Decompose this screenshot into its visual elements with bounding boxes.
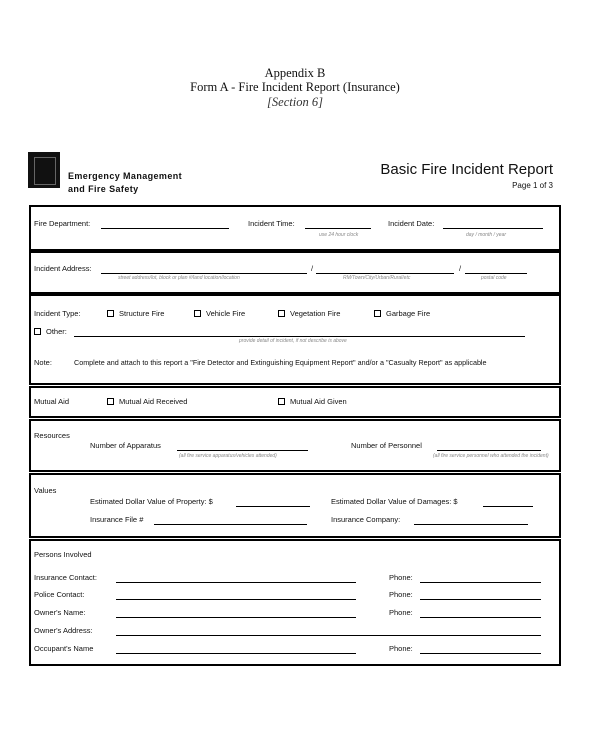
appendix-title: Appendix B <box>264 66 326 80</box>
incident-address-section <box>29 251 561 294</box>
incident-address-label: Incident Address: <box>34 264 92 273</box>
other-detail-field[interactable] <box>74 336 525 337</box>
occupant-name-field[interactable] <box>116 653 356 654</box>
insurance-contact-field[interactable] <box>116 582 356 583</box>
checkbox-icon[interactable] <box>278 310 285 317</box>
postal-code-hint: postal code <box>481 275 507 281</box>
insurance-company-field[interactable] <box>414 524 528 525</box>
insurance-contact-phone-field[interactable] <box>420 582 541 583</box>
values-label: Values <box>34 486 57 495</box>
section-reference: [Section 6] <box>267 95 323 109</box>
occupant-phone-field[interactable] <box>420 653 541 654</box>
police-contact-label: Police Contact: <box>34 590 85 599</box>
apparatus-field[interactable] <box>177 450 308 451</box>
damages-value-field[interactable] <box>483 506 533 507</box>
street-address-field[interactable] <box>101 273 307 274</box>
values-section <box>29 473 561 538</box>
police-contact-field[interactable] <box>116 599 356 600</box>
fire-department-field[interactable] <box>101 228 229 229</box>
street-address-hint: street address/lot, block or plan #/land location/location <box>118 275 240 281</box>
other-option[interactable]: Other: <box>34 327 67 336</box>
structure-fire-option[interactable]: Structure Fire <box>107 309 164 318</box>
postal-code-field[interactable] <box>465 273 527 274</box>
incident-type-section <box>29 294 561 385</box>
vehicle-fire-option[interactable]: Vehicle Fire <box>194 309 245 318</box>
org-name-line1: Emergency Management <box>68 171 183 181</box>
incident-date-hint: day / month / year <box>466 232 507 238</box>
persons-involved-section <box>29 539 561 666</box>
owner-name-label: Owner's Name: <box>34 608 86 617</box>
checkbox-icon[interactable] <box>107 310 114 317</box>
owner-name-field[interactable] <box>116 617 356 618</box>
incident-time-field[interactable] <box>305 228 371 229</box>
personnel-hint: (all fire service personnel who attended the incident) <box>433 453 549 459</box>
resources-section <box>29 419 561 472</box>
org-name-line2: and Fire Safety <box>68 184 139 194</box>
address-separator: / <box>459 264 462 273</box>
vegetation-fire-option[interactable]: Vegetation Fire <box>278 309 340 318</box>
city-hint: RM/Town/City/Urban/Rural/etc <box>343 275 411 281</box>
apparatus-hint: (all fire service apparatus/vehicles attended) <box>179 453 277 459</box>
mutual-aid-label: Mutual Aid <box>34 397 70 406</box>
checkbox-icon[interactable] <box>194 310 201 317</box>
apparatus-label: Number of Apparatus <box>90 441 161 450</box>
insurance-file-field[interactable] <box>154 524 307 525</box>
occupant-phone-label: Phone: <box>389 644 413 653</box>
mutual-aid-received-option[interactable]: Mutual Aid Received <box>107 397 187 406</box>
incident-type-label: Incident Type: <box>34 309 81 318</box>
incident-basics-section <box>29 205 561 251</box>
incident-time-hint: use 24 hour clock <box>319 232 359 238</box>
checkbox-icon[interactable] <box>278 398 285 405</box>
other-detail-hint: provide detail of incident, if not describe is above <box>239 338 347 344</box>
report-title: Basic Fire Incident Report <box>380 161 553 178</box>
checkbox-icon[interactable] <box>374 310 381 317</box>
property-value-label: Estimated Dollar Value of Property: $ <box>90 497 213 506</box>
checkbox-icon[interactable] <box>34 328 41 335</box>
property-value-field[interactable] <box>236 506 310 507</box>
form-title: Form A - Fire Incident Report (Insurance) <box>190 80 400 94</box>
mutual-aid-given-option[interactable]: Mutual Aid Given <box>278 397 347 406</box>
note-label: Note: <box>34 358 52 367</box>
police-contact-phone-field[interactable] <box>420 599 541 600</box>
fire-department-label: Fire Department: <box>34 219 91 228</box>
persons-involved-label: Persons Involved <box>34 550 92 559</box>
city-field[interactable] <box>316 273 454 274</box>
mutual-aid-section <box>29 386 561 418</box>
resources-label: Resources <box>34 431 70 440</box>
note-text: Complete and attach to this report a "Fire Detector and Extinguishing Equipment Report" and/or a "Casualty Report" as applicable <box>74 358 487 367</box>
personnel-field[interactable] <box>437 450 541 451</box>
insurance-company-label: Insurance Company: <box>331 515 401 524</box>
police-contact-phone-label: Phone: <box>389 590 413 599</box>
garbage-fire-option[interactable]: Garbage Fire <box>374 309 430 318</box>
owner-address-field[interactable] <box>116 635 541 636</box>
emergency-management-logo <box>28 152 60 188</box>
insurance-file-label: Insurance File # <box>90 515 144 524</box>
address-separator: / <box>311 264 314 273</box>
personnel-label: Number of Personnel <box>351 441 422 450</box>
owner-phone-field[interactable] <box>420 617 541 618</box>
damages-value-label: Estimated Dollar Value of Damages: $ <box>331 497 458 506</box>
occupant-name-label: Occupant's Name <box>34 644 94 653</box>
checkbox-icon[interactable] <box>107 398 114 405</box>
owner-address-label: Owner's Address: <box>34 626 93 635</box>
page-indicator: Page 1 of 3 <box>512 181 553 190</box>
incident-date-field[interactable] <box>443 228 543 229</box>
owner-phone-label: Phone: <box>389 608 413 617</box>
insurance-contact-phone-label: Phone: <box>389 573 413 582</box>
incident-time-label: Incident Time: <box>248 219 295 228</box>
insurance-contact-label: Insurance Contact: <box>34 573 97 582</box>
incident-date-label: Incident Date: <box>388 219 435 228</box>
